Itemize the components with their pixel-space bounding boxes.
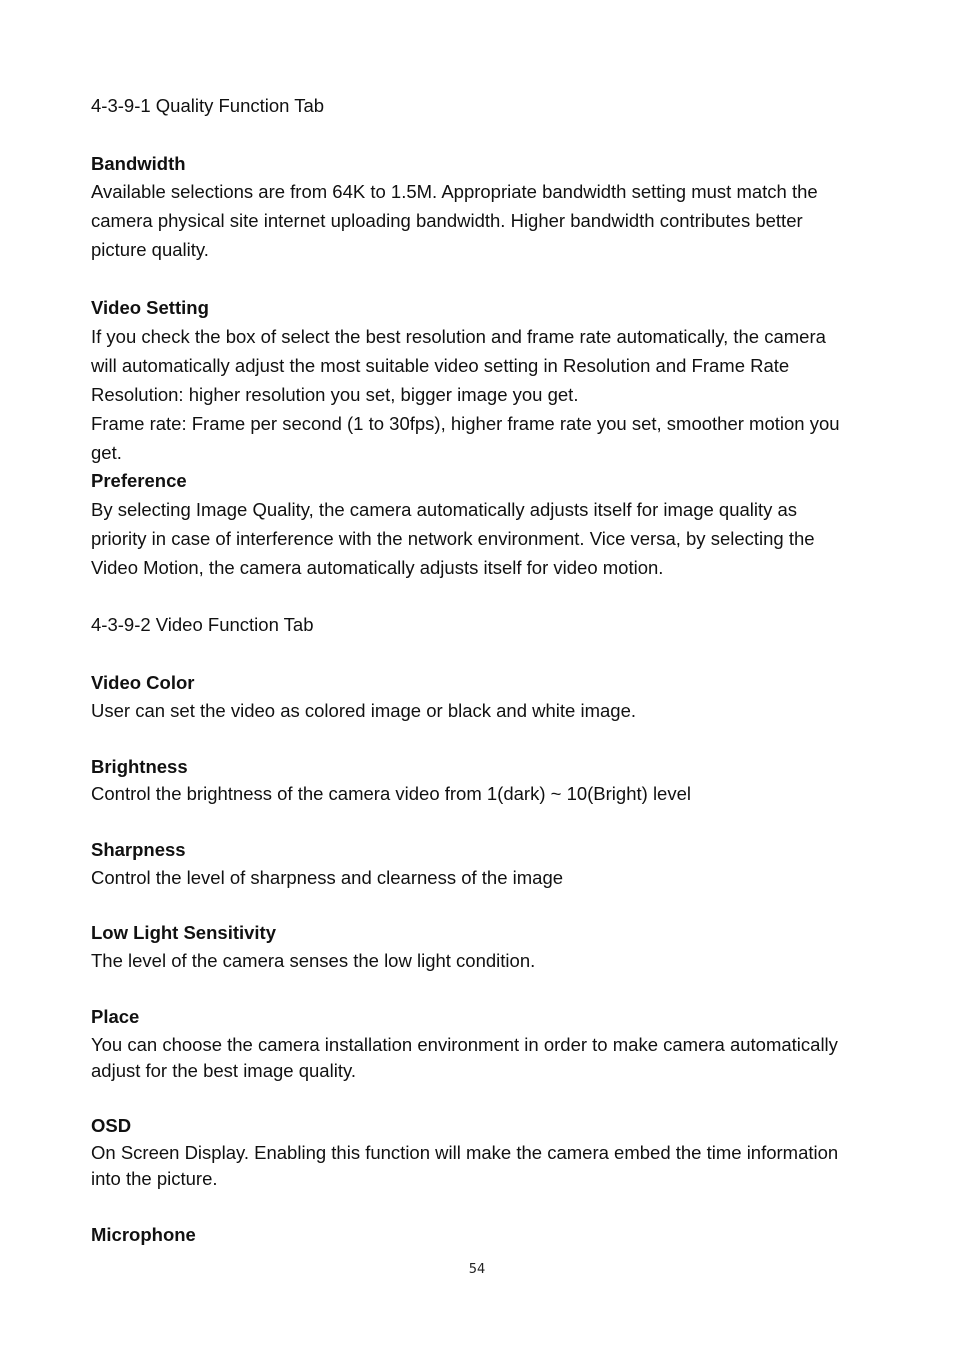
place-line: You can choose the camera installation environment in order to make camera automatically <box>91 1034 838 1055</box>
page-number: 54 <box>468 1262 486 1277</box>
low-light-text: The level of the camera senses the low light condition. <box>91 950 536 971</box>
preference-line: Video Motion, the camera automatically adjusts itself for video motion. <box>91 557 664 578</box>
preference-line: priority in case of interference with the network environment. Vice versa, by selecting the <box>91 528 815 549</box>
video-setting-line: get. <box>91 442 122 463</box>
video-setting-line: If you check the box of select the best resolution and frame rate automatically, the camera <box>91 326 826 347</box>
video-setting-line: Frame rate: Frame per second (1 to 30fps), higher frame rate you set, smoother motion you <box>91 413 840 434</box>
bandwidth-line: Available selections are from 64K to 1.5M. Appropriate bandwidth setting must match the <box>91 181 818 202</box>
osd-line: On Screen Display. Enabling this function will make the camera embed the time information <box>91 1142 839 1163</box>
video-setting-line: will automatically adjust the most suitable video setting in Resolution and Frame Rate <box>91 355 790 376</box>
preference-paragraph <box>91 495 881 582</box>
section-title-quality-tab: 4-3-9-1 Quality Function Tab <box>91 95 325 116</box>
osd-line: into the picture. <box>91 1168 218 1189</box>
sharpness-text: Control the level of sharpness and clearness of the image <box>91 867 564 888</box>
video-setting-line: Resolution: higher resolution you set, bigger image you get. <box>91 384 579 405</box>
place-line: adjust for the best image quality. <box>91 1060 356 1081</box>
brightness-text: Control the brightness of the camera video from 1(dark) ~ 10(Bright) level <box>91 783 691 804</box>
bandwidth-line: picture quality. <box>91 239 209 260</box>
microphone-heading: Microphone <box>91 1224 196 1245</box>
osd-heading: OSD <box>91 1115 132 1136</box>
bandwidth-heading: Bandwidth <box>91 153 186 174</box>
place-heading: Place <box>91 1006 140 1027</box>
video-setting-paragraph <box>91 322 881 467</box>
preference-heading: Preference <box>91 470 187 491</box>
sharpness-heading: Sharpness <box>91 839 186 860</box>
place-paragraph <box>91 1032 881 1084</box>
video-color-text: User can set the video as colored image or black and white image. <box>91 700 637 721</box>
bandwidth-paragraph <box>91 177 881 264</box>
video-color-heading: Video Color <box>91 672 195 693</box>
low-light-heading: Low Light Sensitivity <box>91 922 277 943</box>
section-title-video-tab: 4-3-9-2 Video Function Tab <box>91 614 314 635</box>
video-setting-heading: Video Setting <box>91 297 209 318</box>
osd-paragraph <box>91 1140 881 1192</box>
bandwidth-line: camera physical site internet uploading bandwidth. Higher bandwidth contributes better <box>91 210 803 231</box>
preference-line: By selecting Image Quality, the camera automatically adjusts itself for image quality as <box>91 499 798 520</box>
brightness-heading: Brightness <box>91 756 188 777</box>
